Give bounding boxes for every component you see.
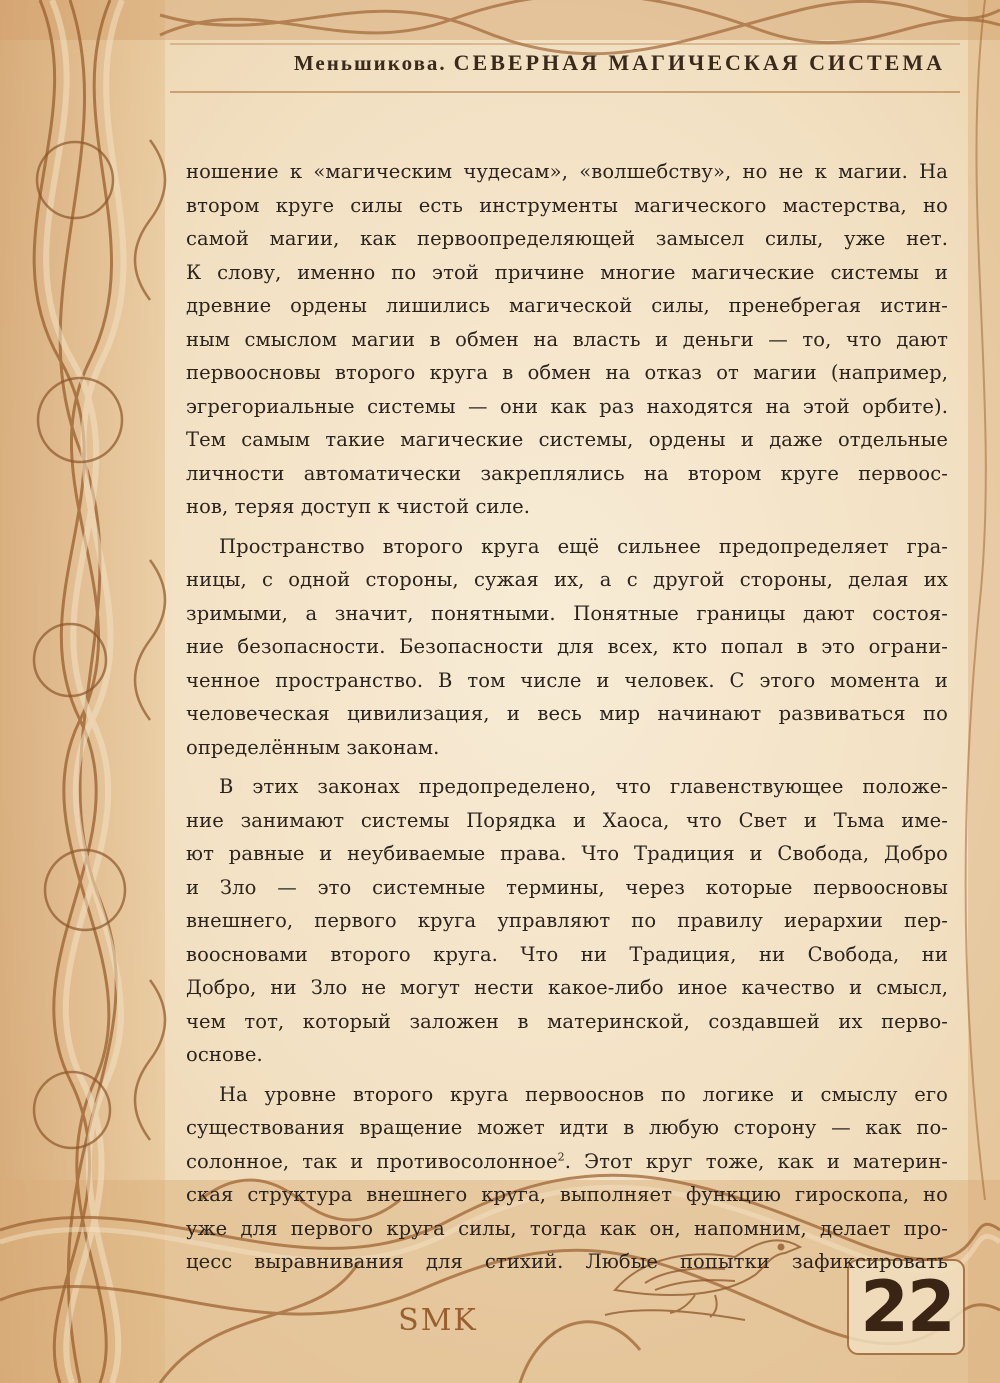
text-line-with-footnote <box>186 1145 948 1179</box>
text-line: В этих законах предопределено, что главенствующее положе- <box>219 775 948 798</box>
text-line: определённым законам. <box>186 735 440 759</box>
text-line: ют равные и неубиваемые права. Что Традиция и Свобода, Добро <box>186 842 948 865</box>
text-line: основе. <box>186 1043 263 1066</box>
footnote-mark[interactable]: 2 <box>557 1150 565 1163</box>
text-line: ская структура внешнего круга, выполняет функцию гироскопа, но <box>186 1183 948 1206</box>
smk-logo-icon <box>388 1293 488 1343</box>
text-line: К слову, именно по этой причине многие магические системы и <box>186 260 948 284</box>
paragraph-1 <box>186 155 948 524</box>
text-line: ние безопасности. Безопасности для всех, кто попал в это ограни- <box>186 635 948 658</box>
text-line: Пространство второго круга ещё сильнее предопределяет гра- <box>219 534 948 558</box>
svg-text:SMK: SMK <box>398 1303 478 1338</box>
running-header <box>185 50 945 86</box>
text-line: Добро, ни Зло не могут нести какое-либо иное качество и смысл, <box>186 976 948 999</box>
text-line: ным смыслом магии в обмен на власть и деньги — то, что дают <box>186 327 948 351</box>
text-line: уже для первого круга силы, тогда как он, напомним, делает про- <box>186 1216 948 1240</box>
text-line: личности автоматически закреплялись на втором круге первоос- <box>186 461 948 485</box>
text-line: древние ордены лишились магической силы, пренебрегая истин- <box>186 294 948 317</box>
text-fragment: солонное, так и противосолонное <box>186 1149 558 1173</box>
text-line: цесс выравнивания для стихий. Любые попытки зафиксировать <box>186 1250 948 1273</box>
text-line: внешнего, первого круга управляют по правилу иерархии пер- <box>186 909 948 932</box>
header-author: Меньшикова. <box>293 51 447 75</box>
paragraph-2 <box>186 530 948 765</box>
text-line: первоосновы второго круга в обмен на отказ от магии (например, <box>186 361 948 384</box>
text-line: ношение к «магическим чудесам», «волшебству», но не к магии. На <box>186 160 948 183</box>
text-line: ние занимают системы Порядка и Хаоса, что Свет и Тьма име- <box>186 808 948 832</box>
paragraph-3 <box>186 770 948 1072</box>
body-text <box>186 155 948 1279</box>
text-line: ченное пространство. В том числе и человек. С этого момента и <box>186 668 948 692</box>
text-line: нов, теряя доступ к чистой силе. <box>186 495 531 518</box>
text-line: самой магии, как первоопределяющей замысел силы, уже нет. <box>186 227 948 250</box>
text-line: На уровне второго круга первооснов по логике и смыслу его <box>219 1082 948 1106</box>
header-title: СЕВЕРНАЯ МАГИЧЕСКАЯ СИСТЕМА <box>453 50 945 75</box>
text-line: воосновами второго круга. Что ни Традиция, ни Свобода, ни <box>186 942 948 966</box>
text-line: зримыми, а значит, понятными. Понятные границы дают состоя- <box>186 601 948 625</box>
text-line: ницы, с одной стороны, сужая их, а с другой стороны, делая их <box>186 568 948 591</box>
text-fragment: . Этот круг тоже, как и материн- <box>564 1149 949 1173</box>
text-line: эгрегориальные системы — они как раз находятся на этой орбите). <box>186 394 948 418</box>
text-line: Тем самым такие магические системы, ордены и даже отдельные <box>186 428 948 451</box>
text-line: существования вращение может идти в любую сторону — как по- <box>186 1116 948 1139</box>
text-line: человеческая цивилизация, и весь мир начинают развиваться по <box>186 702 948 725</box>
page-number: 22 <box>860 1266 954 1348</box>
text-line: втором круге силы есть инструменты магического мастерства, но <box>186 193 948 217</box>
text-line: чем тот, который заложен в материнской, создавшей их перво- <box>186 1009 948 1033</box>
text-line: и Зло — это системные термины, через которые первоосновы <box>186 875 948 899</box>
paragraph-4 <box>186 1078 948 1279</box>
